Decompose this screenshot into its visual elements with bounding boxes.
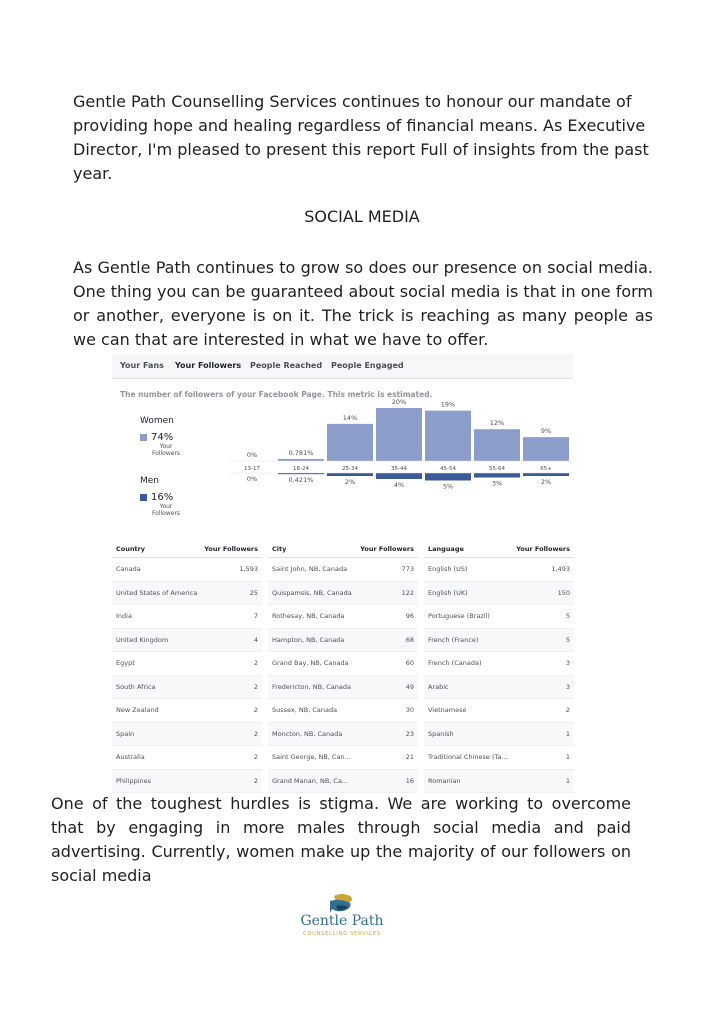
age-category-label: 55-64	[489, 466, 505, 472]
table-cell-value: 49	[405, 682, 414, 691]
table-cell-value: 1	[565, 753, 570, 761]
table-row	[424, 629, 574, 653]
table-row	[424, 558, 574, 582]
women-bar-label: 0.781%	[288, 448, 314, 457]
table-row	[268, 770, 418, 794]
city-table-header	[268, 541, 418, 558]
table-cell-name: Fredericton, NB, Canada	[272, 682, 351, 691]
table-cell-name: French (Canada)	[428, 659, 482, 667]
table-cell-name: Rothesay, NB, Canada	[272, 612, 345, 620]
table-cell-name: Spanish	[428, 729, 454, 738]
table-cell-name: India	[116, 612, 132, 620]
table-cell-value: 2	[253, 659, 258, 667]
table-row	[112, 605, 262, 629]
table-cell-value: 1,493	[551, 565, 570, 573]
table-row	[268, 629, 418, 653]
women-bar-18-24	[278, 459, 324, 461]
intro-paragraph: Gentle Path Counselling Services continues to honour our mandate of providing hope and healing regardless of financial means. As Executive Director, I'm pleased to present this report Full of insights from the past year.	[73, 92, 649, 183]
table-cell-value: 2	[565, 706, 570, 714]
table-row	[112, 582, 262, 606]
table-row	[268, 699, 418, 723]
table-cell-value: 122	[401, 588, 414, 597]
women-bar-label: 0%	[246, 451, 258, 459]
age-category-label: 45-54	[440, 466, 456, 472]
table-row	[112, 723, 262, 747]
social-media-paragraph: As Gentle Path continues to grow so does our presence on social media. One thing you can be guaranteed about social media is that in one form or another, everyone is on it. The trick is reaching as many people as we can that are interested in what we have to offer.	[73, 258, 653, 349]
table-cell-name: United Kingdom	[116, 635, 169, 644]
language-header[interactable]: Language	[428, 545, 464, 553]
speech-bubble-logo-icon	[290, 893, 394, 915]
country-table-header	[112, 541, 262, 558]
table-cell-name: United States of America	[116, 588, 198, 597]
men-bar-35-44	[376, 473, 422, 479]
table-cell-name: Grand Bay, NB, Canada	[272, 659, 349, 667]
men-legend-title: Men	[140, 476, 160, 486]
gentle-path-logo	[290, 893, 394, 943]
city-followers-header[interactable]: Your Followers	[360, 545, 414, 553]
men-bar-label: 0%	[246, 475, 258, 483]
age-category-label: 13-17	[244, 466, 260, 472]
men-legend-pct: 16%	[151, 492, 174, 503]
table-row	[424, 746, 574, 770]
facebook-insights-panel	[112, 354, 573, 786]
city-header[interactable]: City	[272, 545, 287, 553]
table-row	[112, 770, 262, 794]
table-row	[424, 770, 574, 794]
table-cell-name: English (US)	[428, 565, 468, 573]
women-legend-sub: Your Followers	[151, 443, 181, 457]
men-bar-25-34	[327, 473, 373, 476]
women-bar-label: 12%	[489, 419, 505, 428]
women-bar-label: 9%	[540, 427, 552, 436]
table-cell-name: South Africa	[116, 682, 156, 691]
table-cell-value: 7	[253, 612, 258, 620]
tab-people-reached[interactable]: People Reached	[250, 361, 323, 370]
table-cell-name: Spain	[116, 729, 135, 738]
table-cell-value: 2	[253, 776, 258, 785]
table-row	[268, 746, 418, 770]
age-category-label: 35-44	[391, 466, 407, 472]
table-row	[424, 652, 574, 676]
table-cell-name: English (UK)	[428, 588, 468, 597]
table-cell-value: 4	[253, 635, 258, 644]
table-cell-name: Philippines	[116, 776, 152, 785]
tab-your-fans[interactable]: Your Fans	[120, 361, 164, 370]
men-bar-55-64	[474, 473, 520, 478]
table-cell-name: Saint John, NB, Canada	[272, 565, 348, 573]
table-row	[424, 582, 574, 606]
table-cell-name: Vietnamese	[428, 706, 467, 714]
table-row	[112, 558, 262, 582]
table-row	[112, 676, 262, 700]
table-cell-value: 68	[405, 635, 414, 644]
table-cell-value: 21	[405, 753, 414, 761]
insights-tabs	[112, 354, 573, 379]
men-legend-sub: Your Followers	[151, 503, 181, 517]
table-cell-value: 2	[253, 682, 258, 691]
table-cell-name: Grand Manan, NB, Ca...	[272, 776, 349, 785]
table-row	[268, 605, 418, 629]
table-cell-name: Egypt	[116, 659, 135, 667]
men-bar-label: 5%	[442, 482, 454, 491]
country-header[interactable]: Country	[116, 545, 146, 553]
table-cell-value: 30	[405, 706, 414, 714]
table-cell-value: 2	[253, 729, 258, 738]
table-cell-value: 773	[401, 565, 414, 573]
women-bar-25-34	[327, 424, 373, 461]
table-row	[268, 558, 418, 582]
city-table	[268, 541, 418, 793]
men-bar-label: 3%	[491, 479, 503, 488]
table-cell-value: 150	[557, 588, 570, 597]
section-heading: SOCIAL MEDIA	[304, 207, 420, 226]
men-bar-label: 4%	[393, 481, 405, 489]
table-row	[112, 652, 262, 676]
age-gender-chart	[112, 394, 573, 504]
women-bar-label: 19%	[440, 400, 456, 409]
table-cell-name: Moncton, NB, Canada	[272, 729, 343, 738]
women-bar-label: 20%	[391, 398, 407, 406]
table-cell-name: Hampton, NB, Canada	[272, 635, 345, 644]
men-bar-label: 2%	[344, 478, 356, 486]
table-row	[268, 652, 418, 676]
table-cell-value: 1	[565, 776, 570, 785]
table-row	[424, 676, 574, 700]
table-cell-value: 3	[565, 682, 570, 691]
country-followers-header[interactable]: Your Followers	[204, 545, 258, 553]
table-cell-value: 1,593	[239, 565, 258, 573]
table-cell-value: 2	[253, 753, 258, 761]
table-cell-name: Australia	[116, 753, 145, 761]
table-row	[424, 723, 574, 747]
table-cell-name: Saint George, NB, Can...	[272, 753, 351, 761]
table-cell-name: New Zealand	[116, 706, 159, 714]
table-cell-name: French (France)	[428, 635, 479, 644]
table-cell-value: 2	[253, 706, 258, 714]
table-cell-value: 96	[405, 612, 414, 620]
metric-note: The number of followers of your Facebook Page. This metric is estimated.	[120, 390, 433, 399]
women-bar-65+	[523, 437, 569, 461]
women-bar-45-54	[425, 411, 471, 461]
language-followers-header[interactable]: Your Followers	[516, 545, 570, 553]
logo-name: Gentle Path	[300, 913, 384, 929]
age-category-label: 65+	[540, 466, 552, 472]
table-row	[112, 629, 262, 653]
table-cell-value: 5	[565, 612, 570, 620]
women-legend-pct: 74%	[151, 432, 174, 443]
men-bar-45-54	[425, 473, 471, 481]
table-row	[112, 746, 262, 770]
age-category-label: 25-34	[342, 466, 358, 472]
language-table-header	[424, 541, 574, 558]
table-cell-name: Canada	[116, 565, 141, 573]
women-bar-35-44	[376, 408, 422, 461]
table-cell-name: Portuguese (Brazil)	[428, 612, 490, 620]
tab-your-followers[interactable]: Your Followers	[175, 361, 242, 370]
table-cell-name: Traditional Chinese (Ta...	[428, 753, 508, 761]
tab-people-engaged[interactable]: People Engaged	[331, 361, 404, 370]
table-row	[268, 723, 418, 747]
women-legend-title: Women	[140, 416, 174, 426]
table-cell-name: Sussex, NB, Canada	[272, 706, 338, 714]
table-cell-name: Arabic	[428, 682, 449, 691]
men-bar-65+	[523, 473, 569, 476]
table-row	[424, 699, 574, 723]
table-row	[112, 699, 262, 723]
table-cell-value: 16	[405, 776, 414, 785]
men-bar-label: 2%	[540, 478, 552, 486]
country-table	[112, 541, 262, 793]
table-cell-name: Quispamsis, NB, Canada	[272, 588, 352, 597]
table-cell-value: 23	[405, 729, 414, 738]
table-row	[424, 605, 574, 629]
language-table	[424, 541, 574, 793]
logo-tagline: COUNSELLING SERVICES	[303, 931, 381, 937]
table-cell-value: 25	[249, 588, 258, 597]
table-cell-value: 5	[565, 635, 570, 644]
stigma-paragraph: One of the toughest hurdles is stigma. We are working to overcome that by engaging in more males through social media and paid advertising. Currently, women make up the majority of our followers on social media	[51, 794, 631, 885]
table-row	[268, 582, 418, 606]
men-bar-label: 0.421%	[288, 476, 314, 485]
table-cell-value: 3	[565, 659, 570, 667]
table-cell-name: Romanian	[428, 776, 461, 785]
table-cell-value: 1	[565, 729, 570, 738]
table-row	[268, 676, 418, 700]
women-bar-label: 14%	[342, 413, 358, 422]
age-category-label: 18-24	[293, 466, 309, 472]
table-cell-value: 60	[405, 659, 414, 667]
women-bar-55-64	[474, 429, 520, 461]
